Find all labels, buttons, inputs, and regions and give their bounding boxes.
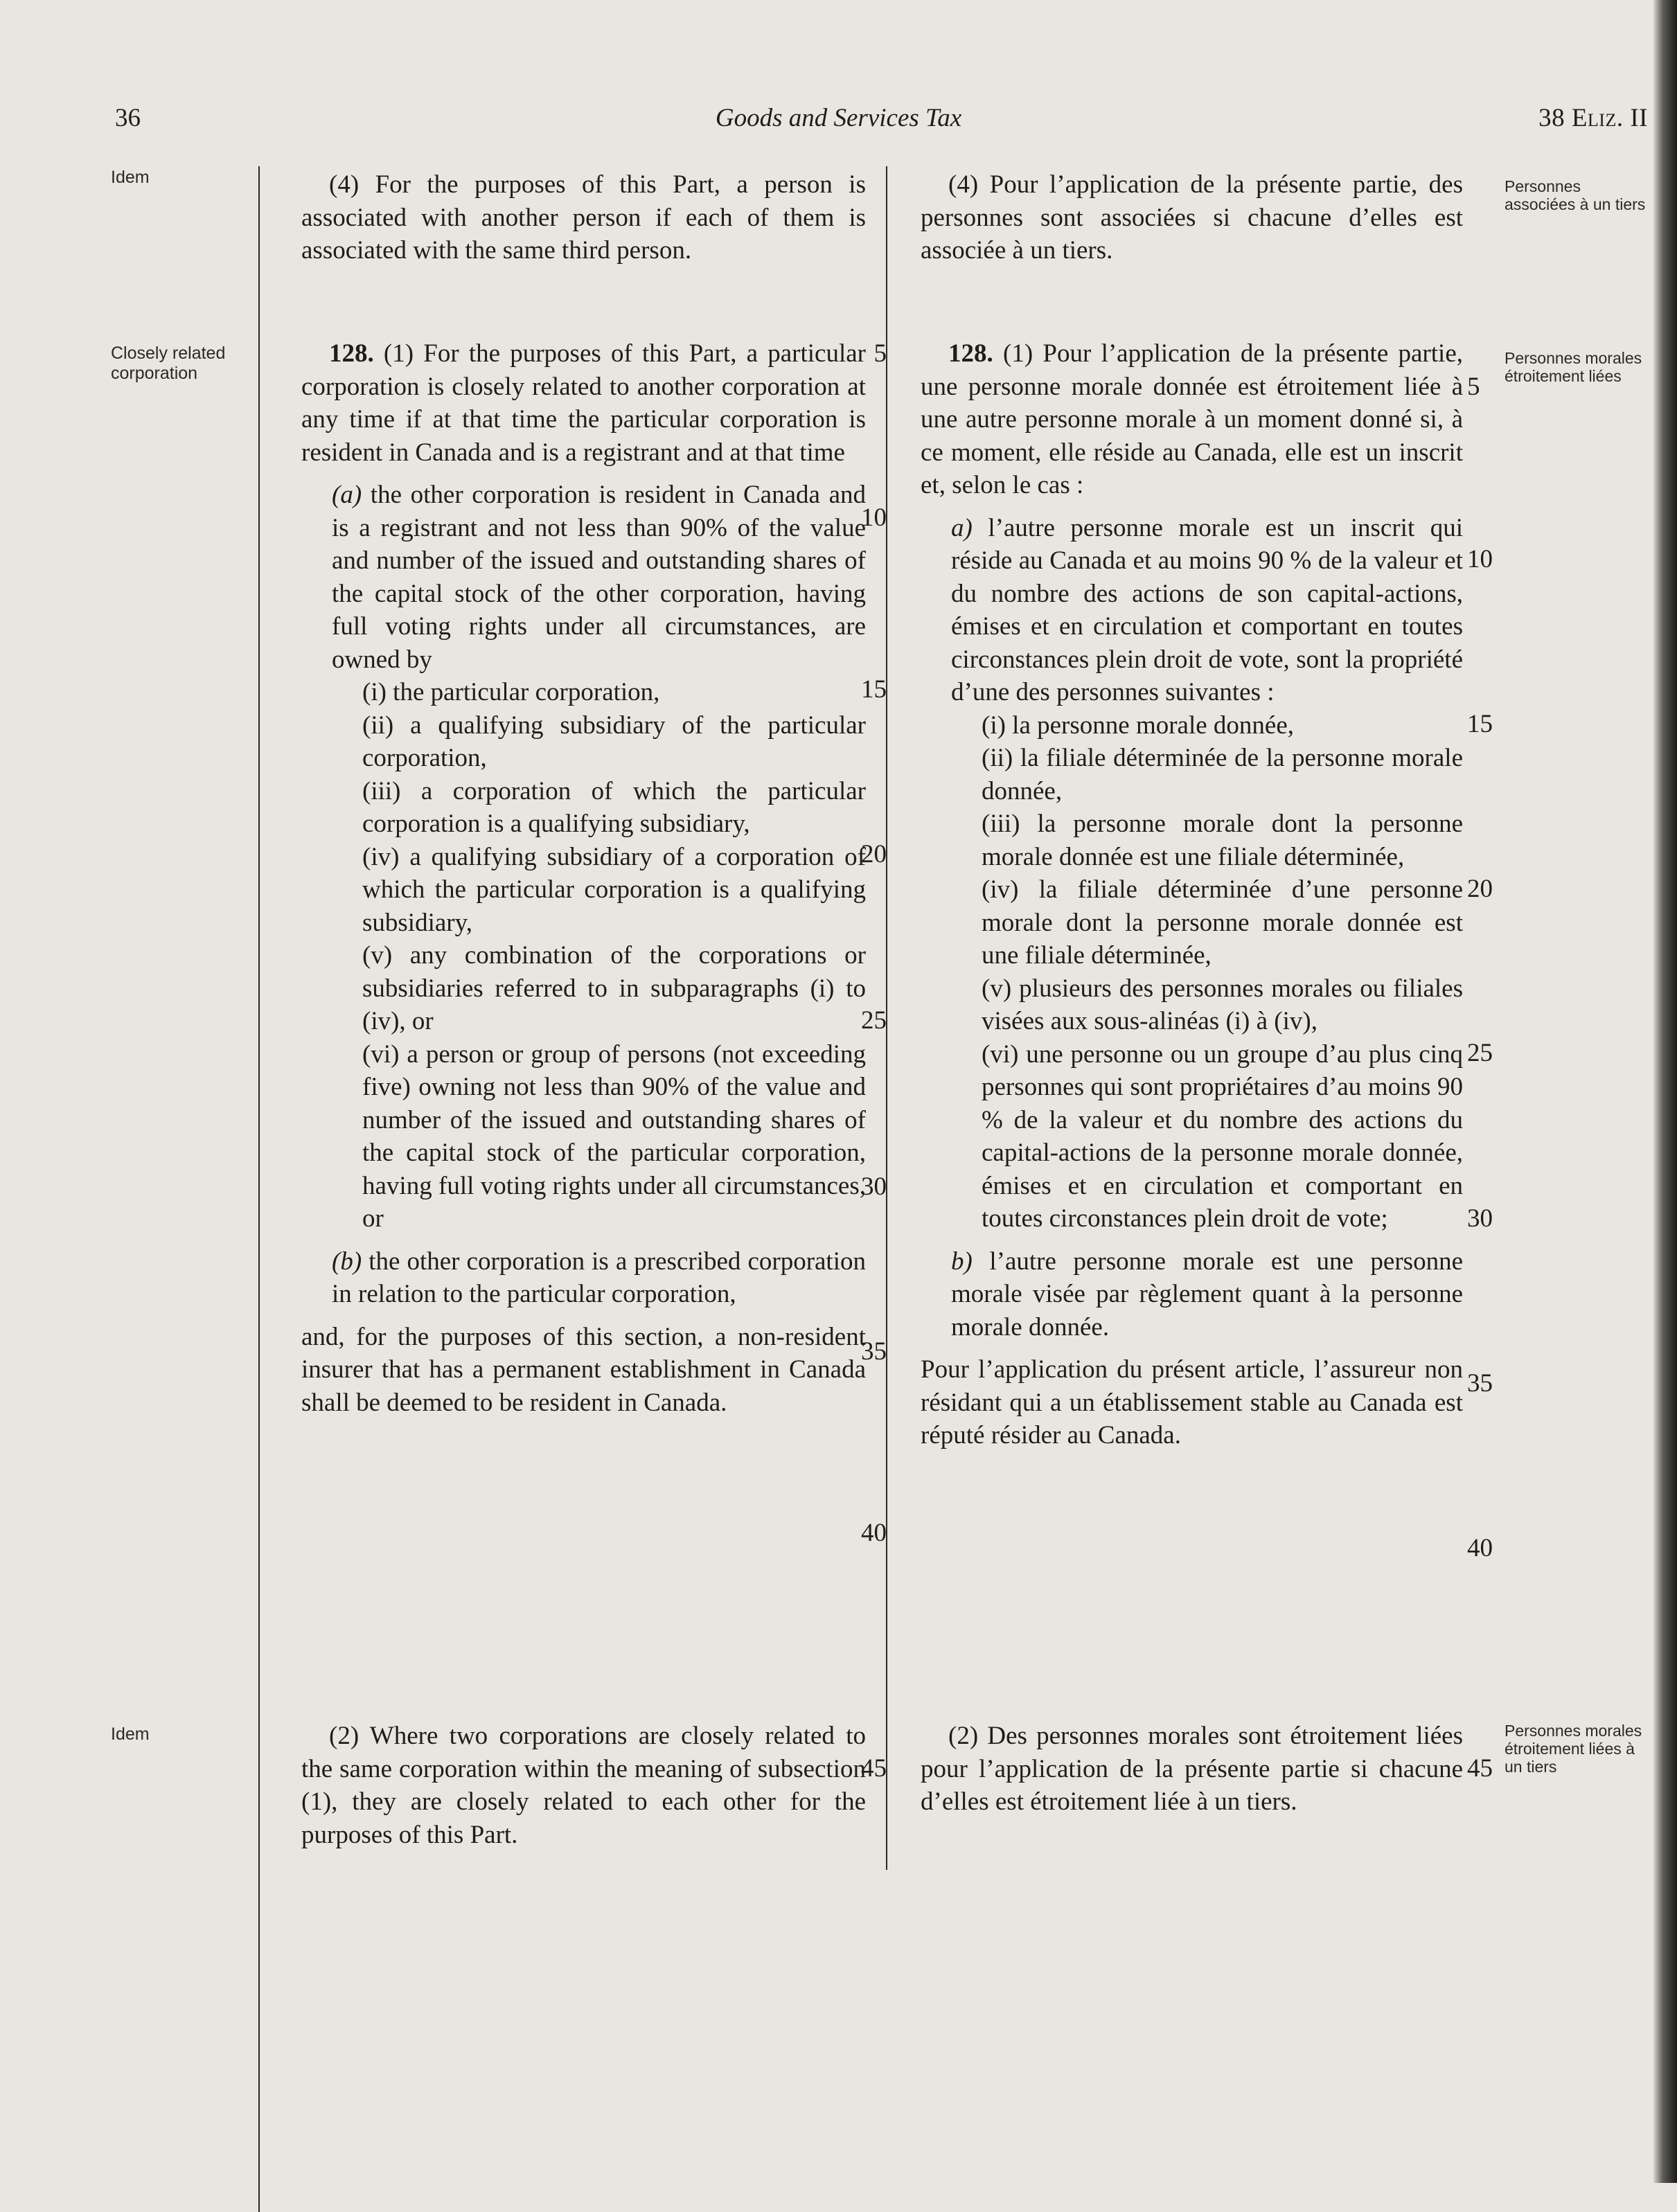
fr-line-number: 45 xyxy=(1467,1754,1493,1783)
en-s128-intro xyxy=(301,337,866,469)
fr-s128-intro-text: (1) Pour l’application de la présente partie, une personne morale donnée est étroitement liée à une autre personne morale à un moment donné si, à ce moment, elle réside au Canada, elle est un inscrit et, selon le cas : xyxy=(921,339,1463,499)
margin-note-personnes-associees: Personnes associées à un tiers xyxy=(1505,177,1646,213)
fr-line-number: 35 xyxy=(1467,1369,1493,1398)
en-line-number: 45 xyxy=(861,1754,887,1783)
en-s128-intro-text: (1) For the purposes of this Part, a particular corporation is closely related to another corporation at any time if at that time the particular corporation is resident in Canada and is a registrant and at that time xyxy=(301,339,866,467)
fr-line-number: 40 xyxy=(1467,1534,1493,1562)
margin-note-idem: Idem xyxy=(111,168,150,187)
en-para-b xyxy=(301,1245,866,1311)
fr-para-b-label: b) xyxy=(951,1247,973,1276)
margin-note-liees-tiers: Personnes morales étroitement liées à un tiers xyxy=(1505,1722,1642,1776)
fr-line-number: 15 xyxy=(1467,710,1493,738)
en-line-number: 40 xyxy=(861,1519,887,1547)
fr-line-number: 30 xyxy=(1467,1204,1493,1233)
en-section-number: 128. xyxy=(329,339,374,368)
en-closing-text: and, for the purposes of this section, a non-resident insurer that has a permanent establishment in Canada shall be deemed to be resident in Canada. xyxy=(301,1322,866,1417)
running-title: Goods and Services Tax xyxy=(715,104,962,132)
margin-note-closely-related: Closely related corporation xyxy=(111,344,226,383)
fr-subsection-4 xyxy=(921,168,1463,267)
fr-para-a xyxy=(921,512,1463,709)
fr-sub-i: (i) la personne morale donnée, xyxy=(982,711,1295,740)
fr-line-number: 10 xyxy=(1467,545,1493,573)
fr-sub-vi: (vi) une personne ou un groupe d’au plus cinq personnes qui sont propriétaires d’au moins 90 % de la valeur et du nombre des actions du capital-actions de la personne morale donnée, émises et en circulation et comportant en toutes circonstances plein droit de vote; xyxy=(982,1040,1463,1233)
fr-s128-intro xyxy=(921,337,1463,502)
fr-line-number: 20 xyxy=(1467,875,1493,903)
fr-para-a-label: a) xyxy=(951,513,973,542)
en-line-number: 20 xyxy=(861,840,887,868)
en-line-number: 30 xyxy=(861,1172,887,1201)
fr-subsection-2 xyxy=(921,1720,1463,1819)
en-sub-v: (v) any combination of the corporations or subsidiaries referred to in subparagraphs (i) to (iv), or xyxy=(362,941,866,1035)
en-line-number: 15 xyxy=(861,675,887,704)
fr-closing-text: Pour l’application du présent article, l’assureur non résidant qui a un établissement stable au Canada est réputé résider au Canada. xyxy=(921,1355,1463,1450)
en-para-a-text: the other corporation is resident in Canada and is a registrant and not less than 90% of the value and number of the issued and outstanding shares of the capital stock of the other corporation, having full voting rights under all circumstances, are owned by xyxy=(332,481,866,674)
en-sub-vi: (vi) a person or group of persons (not exceeding five) owning not less than 90% of the value and number of the issued and outstanding shares of the capital stock of the particular corporation, having full voting rights under all circumstances, or xyxy=(362,1040,866,1233)
en-s4-text: (4) For the purposes of this Part, a person is associated with another person if each of them is associated with the same third person. xyxy=(301,170,866,265)
en-sub-i: (i) the particular corporation, xyxy=(362,678,660,706)
en-subsection-2 xyxy=(301,1720,866,1851)
fr-para-b-text: l’autre personne morale est une personne morale visée par règlement quant à la personne morale donnée. xyxy=(951,1247,1463,1341)
fr-para-a-text: l’autre personne morale est un inscrit qui réside au Canada et au moins 90 % de la valeur et du nombre des actions de son capital-actions, émises et en circulation et comportant en toutes circonstances plein droit de vote, sont la propriété d’une des personnes suivantes : xyxy=(951,513,1463,706)
en-sub-iii: (iii) a corporation of which the particular corporation is a qualifying subsidiary, xyxy=(362,776,866,838)
fr-s2-text: (2) Des personnes morales sont étroitement liées pour l’application de la présente partie si chacune d’elles est étroitement liée à un tiers. xyxy=(921,1722,1463,1816)
en-para-b-text: the other corporation is a prescribed corporation in relation to the particular corporation, xyxy=(332,1247,866,1308)
fr-sub-ii: (ii) la filiale déterminée de la personne morale donnée, xyxy=(982,744,1463,805)
margin-note-idem-2: Idem xyxy=(111,1724,150,1744)
en-para-b-label: (b) xyxy=(332,1247,362,1276)
en-section-128 xyxy=(301,337,866,1419)
fr-section-number: 128. xyxy=(948,339,993,368)
left-column-rule xyxy=(258,166,260,2212)
fr-sub-iv: (iv) la filiale déterminée d’une personne morale dont la personne morale donnée est une filiale déterminée, xyxy=(982,875,1463,970)
en-para-a-label: (a) xyxy=(332,481,362,509)
margin-note-personnes-morales-liees: Personnes morales étroitement liées xyxy=(1505,349,1642,385)
page-edge-shadow xyxy=(1653,0,1677,2183)
page-number: 36 xyxy=(115,104,141,132)
regnal-year: 38 Eliz. II xyxy=(1538,104,1648,132)
fr-line-number: 5 xyxy=(1467,373,1480,401)
fr-s4-text: (4) Pour l’application de la présente partie, des personnes sont associées si chacune d’elles est associée à un tiers. xyxy=(921,170,1463,265)
en-line-number: 10 xyxy=(861,503,887,532)
fr-line-number: 25 xyxy=(1467,1039,1493,1067)
fr-sub-v: (v) plusieurs des personnes morales ou filiales visées aux sous-alinéas (i) à (iv), xyxy=(982,974,1463,1035)
en-line-number: 35 xyxy=(861,1337,887,1366)
en-subsection-4 xyxy=(301,168,866,267)
en-sub-ii: (ii) a qualifying subsidiary of the particular corporation, xyxy=(362,711,866,772)
en-line-number: 5 xyxy=(873,339,887,368)
fr-sub-iii: (iii) la personne morale dont la personne morale donnée est une filiale déterminée, xyxy=(982,810,1463,871)
fr-para-b xyxy=(921,1245,1463,1344)
en-sub-iv: (iv) a qualifying subsidiary of a corporation of which the particular corporation is a qualifying subsidiary, xyxy=(362,842,866,937)
fr-section-128 xyxy=(921,337,1463,1452)
en-line-number: 25 xyxy=(861,1006,887,1035)
en-para-a xyxy=(301,479,866,676)
en-s2-text: (2) Where two corporations are closely related to the same corporation within the meaning of subsection (1), they are closely related to each other for the purposes of this Part. xyxy=(301,1722,866,1849)
